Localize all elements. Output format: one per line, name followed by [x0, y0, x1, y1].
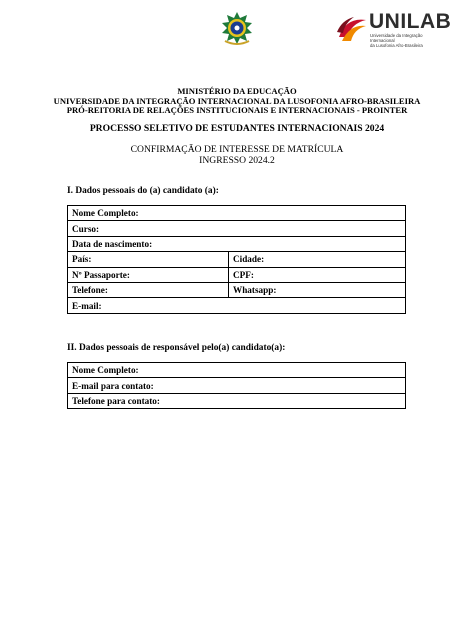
table-row — [68, 378, 406, 393]
cpf-field[interactable]: CPF: — [229, 267, 406, 282]
birthdate-field[interactable]: Data de nascimento: — [68, 236, 406, 251]
table-row — [68, 267, 406, 282]
passport-field[interactable]: Nº Passaporte: — [68, 267, 229, 282]
city-field[interactable]: Cidade: — [229, 252, 406, 267]
guardian-email-field[interactable]: E-mail para contato: — [68, 378, 406, 393]
unilab-subtitle-line: Universidade da Integração Internacional — [370, 33, 423, 43]
document-subtitle — [0, 144, 474, 166]
candidate-data-table — [67, 205, 406, 314]
table-row — [68, 221, 406, 236]
logo-bar — [0, 0, 474, 60]
institution-header — [0, 87, 474, 116]
header-line: PRÓ-REITORIA DE RELAÇÕES INSTITUCIONAIS E INTERNACIONAIS - PROINTER — [66, 105, 408, 116]
header-line: MINISTÉRIO DA EDUCAÇÃO — [177, 86, 297, 96]
email-field[interactable]: E-mail: — [68, 298, 406, 313]
header-line: UNIVERSIDADE DA INTEGRAÇÃO INTERNACIONAL DA LUSOFONIA AFRO-BRASILEIRA — [53, 95, 421, 106]
table-row — [68, 363, 406, 378]
subtitle-line: INGRESSO 2024.2 — [199, 155, 275, 166]
country-field[interactable]: País: — [68, 252, 229, 267]
table-row — [68, 298, 406, 313]
section-2-title: II. Dados pessoais de responsável pelo(a) candidato(a): — [67, 343, 286, 353]
table-row — [68, 206, 406, 221]
table-row — [68, 236, 406, 251]
guardian-data-table — [67, 362, 406, 409]
table-row — [68, 282, 406, 297]
table-row — [68, 393, 406, 408]
table-row — [68, 252, 406, 267]
phone-field[interactable]: Telefone: — [68, 282, 229, 297]
section-1-title: I. Dados pessoais do (a) candidato (a): — [67, 186, 219, 196]
name-field[interactable]: Nome Completo: — [68, 206, 406, 221]
unilab-logo-icon — [336, 13, 368, 45]
guardian-name-field[interactable]: Nome Completo: — [68, 363, 406, 378]
unilab-subtitle — [370, 33, 440, 48]
subtitle-line: CONFIRMAÇÃO DE INTERESSE DE MATRÍCULA — [130, 144, 344, 155]
guardian-phone-field[interactable]: Telefone para contato: — [68, 393, 406, 408]
unilab-subtitle-line: da Lusofonia Afro-Brasileira — [370, 43, 423, 48]
brazil-coat-of-arms-icon — [219, 11, 255, 47]
whatsapp-field[interactable]: Whatsapp: — [229, 282, 406, 297]
course-field[interactable]: Curso: — [68, 221, 406, 236]
document-title: PROCESSO SELETIVO DE ESTUDANTES INTERNACIONAIS 2024 — [89, 123, 385, 134]
unilab-wordmark: UNILAB — [369, 10, 452, 33]
